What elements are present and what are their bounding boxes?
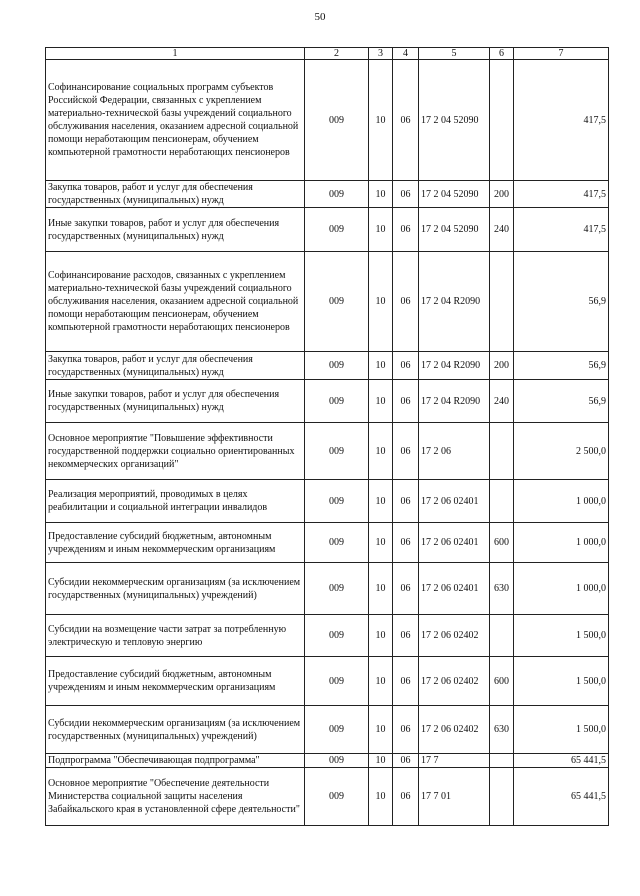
row-rz: 10 xyxy=(369,252,393,352)
table-row xyxy=(46,657,609,706)
row-name: Субсидии на возмещение части затрат за потребленную электрическую и тепловую энергию xyxy=(46,615,305,657)
row-vr xyxy=(490,754,514,768)
row-csr: 17 2 06 02402 xyxy=(419,706,490,754)
row-rz: 10 xyxy=(369,208,393,252)
row-name: Основное мероприятие "Обеспечение деятельности Министерства социальной защиты населения Забайкальского края в установленной сфере деятельности" xyxy=(46,768,305,826)
row-vr: 240 xyxy=(490,380,514,423)
row-csr: 17 2 06 02401 xyxy=(419,480,490,523)
table-row xyxy=(46,352,609,380)
row-grbs: 009 xyxy=(305,60,369,181)
header-col-4: 4 xyxy=(393,48,419,60)
row-vr: 630 xyxy=(490,563,514,615)
row-name: Закупка товаров, работ и услуг для обеспечения государственных (муниципальных) нужд xyxy=(46,352,305,380)
row-pr: 06 xyxy=(393,60,419,181)
row-vr xyxy=(490,480,514,523)
row-pr: 06 xyxy=(393,657,419,706)
row-sum: 2 500,0 xyxy=(514,423,609,480)
header-col-6: 6 xyxy=(490,48,514,60)
row-pr: 06 xyxy=(393,380,419,423)
row-vr: 240 xyxy=(490,208,514,252)
row-csr: 17 2 04 52090 xyxy=(419,60,490,181)
row-vr xyxy=(490,252,514,352)
table-row xyxy=(46,615,609,657)
row-rz: 10 xyxy=(369,657,393,706)
row-grbs: 009 xyxy=(305,657,369,706)
row-pr: 06 xyxy=(393,615,419,657)
row-rz: 10 xyxy=(369,352,393,380)
table-row xyxy=(46,563,609,615)
row-name: Закупка товаров, работ и услуг для обеспечения государственных (муниципальных) нужд xyxy=(46,181,305,208)
row-sum: 56,9 xyxy=(514,380,609,423)
row-rz: 10 xyxy=(369,380,393,423)
row-rz: 10 xyxy=(369,523,393,563)
row-sum: 1 000,0 xyxy=(514,480,609,523)
table-row xyxy=(46,480,609,523)
row-name: Предоставление субсидий бюджетным, автономным учреждениям и иным некоммерческим организациям xyxy=(46,657,305,706)
row-name: Софинансирование расходов, связанных с укреплением материально-технической базы учреждений социального обслуживания населения, оказанием адресной социальной помощи неработающим пенсионерам, обучением компьютерной грамотности неработающих пенсионеров xyxy=(46,252,305,352)
row-csr: 17 2 06 02402 xyxy=(419,615,490,657)
header-col-5: 5 xyxy=(419,48,490,60)
row-vr: 200 xyxy=(490,181,514,208)
row-csr: 17 2 06 02401 xyxy=(419,523,490,563)
row-pr: 06 xyxy=(393,352,419,380)
row-pr: 06 xyxy=(393,754,419,768)
table-row xyxy=(46,208,609,252)
row-rz: 10 xyxy=(369,768,393,826)
row-rz: 10 xyxy=(369,754,393,768)
row-sum: 417,5 xyxy=(514,181,609,208)
row-rz: 10 xyxy=(369,60,393,181)
row-vr xyxy=(490,768,514,826)
header-row xyxy=(46,48,609,60)
row-csr: 17 2 04 52090 xyxy=(419,181,490,208)
row-pr: 06 xyxy=(393,181,419,208)
row-rz: 10 xyxy=(369,615,393,657)
row-sum: 1 500,0 xyxy=(514,615,609,657)
row-name: Предоставление субсидий бюджетным, автономным учреждениям и иным некоммерческим организациям xyxy=(46,523,305,563)
row-grbs: 009 xyxy=(305,208,369,252)
row-vr xyxy=(490,60,514,181)
row-csr: 17 2 04 52090 xyxy=(419,208,490,252)
row-rz: 10 xyxy=(369,563,393,615)
row-csr: 17 2 06 xyxy=(419,423,490,480)
row-pr: 06 xyxy=(393,480,419,523)
row-name: Реализация мероприятий, проводимых в целях реабилитации и социальной интеграции инвалидов xyxy=(46,480,305,523)
row-grbs: 009 xyxy=(305,523,369,563)
row-rz: 10 xyxy=(369,706,393,754)
row-pr: 06 xyxy=(393,706,419,754)
row-rz: 10 xyxy=(369,423,393,480)
row-rz: 10 xyxy=(369,480,393,523)
row-grbs: 009 xyxy=(305,423,369,480)
row-pr: 06 xyxy=(393,563,419,615)
row-vr: 200 xyxy=(490,352,514,380)
budget-table xyxy=(45,47,609,826)
row-vr xyxy=(490,615,514,657)
row-sum: 56,9 xyxy=(514,352,609,380)
row-grbs: 009 xyxy=(305,563,369,615)
row-grbs: 009 xyxy=(305,754,369,768)
row-vr: 600 xyxy=(490,657,514,706)
row-name: Субсидии некоммерческим организациям (за исключением государственных (муниципальных) учреждений) xyxy=(46,563,305,615)
header-col-7: 7 xyxy=(514,48,609,60)
row-sum: 417,5 xyxy=(514,60,609,181)
row-pr: 06 xyxy=(393,768,419,826)
row-sum: 417,5 xyxy=(514,208,609,252)
row-sum: 56,9 xyxy=(514,252,609,352)
row-rz: 10 xyxy=(369,181,393,208)
row-csr: 17 7 xyxy=(419,754,490,768)
row-grbs: 009 xyxy=(305,480,369,523)
row-name: Иные закупки товаров, работ и услуг для обеспечения государственных (муниципальных) нужд xyxy=(46,380,305,423)
table-row xyxy=(46,706,609,754)
row-pr: 06 xyxy=(393,423,419,480)
row-grbs: 009 xyxy=(305,181,369,208)
row-csr: 17 2 04 R2090 xyxy=(419,352,490,380)
row-sum: 1 500,0 xyxy=(514,706,609,754)
row-csr: 17 2 06 02401 xyxy=(419,563,490,615)
row-csr: 17 7 01 xyxy=(419,768,490,826)
row-grbs: 009 xyxy=(305,380,369,423)
row-pr: 06 xyxy=(393,208,419,252)
table-row xyxy=(46,181,609,208)
row-vr: 630 xyxy=(490,706,514,754)
page-number: 50 xyxy=(314,11,326,23)
row-sum: 1 000,0 xyxy=(514,523,609,563)
row-sum: 65 441,5 xyxy=(514,768,609,826)
table-row xyxy=(46,380,609,423)
table-row xyxy=(46,252,609,352)
row-csr: 17 2 04 R2090 xyxy=(419,252,490,352)
row-grbs: 009 xyxy=(305,352,369,380)
header-col-1: 1 xyxy=(46,48,305,60)
row-name: Иные закупки товаров, работ и услуг для обеспечения государственных (муниципальных) нужд xyxy=(46,208,305,252)
row-grbs: 009 xyxy=(305,252,369,352)
header-col-2: 2 xyxy=(305,48,369,60)
row-csr: 17 2 04 R2090 xyxy=(419,380,490,423)
table-row xyxy=(46,60,609,181)
row-sum: 65 441,5 xyxy=(514,754,609,768)
row-pr: 06 xyxy=(393,523,419,563)
row-sum: 1 000,0 xyxy=(514,563,609,615)
header-col-3: 3 xyxy=(369,48,393,60)
row-csr: 17 2 06 02402 xyxy=(419,657,490,706)
row-pr: 06 xyxy=(393,252,419,352)
row-sum: 1 500,0 xyxy=(514,657,609,706)
row-name: Основное мероприятие "Повышение эффективности государственной поддержки социально ориентированных некоммерческих организаций" xyxy=(46,423,305,480)
row-name: Софинансирование социальных программ субъектов Российской Федерации, связанных с укреплением материально-технической базы учреждений социального обслуживания населения, оказанием адресной социальной помощи неработающим пенсионерам, обучением компьютерной грамотности неработающих пенсионеров xyxy=(46,60,305,181)
row-name: Субсидии некоммерческим организациям (за исключением государственных (муниципальных) учреждений) xyxy=(46,706,305,754)
table-row xyxy=(46,423,609,480)
row-grbs: 009 xyxy=(305,615,369,657)
row-vr: 600 xyxy=(490,523,514,563)
row-grbs: 009 xyxy=(305,768,369,826)
table-row xyxy=(46,754,609,768)
table-row xyxy=(46,768,609,826)
row-vr xyxy=(490,423,514,480)
row-name: Подпрограмма "Обеспечивающая подпрограмма" xyxy=(46,754,305,768)
table-row xyxy=(46,523,609,563)
row-grbs: 009 xyxy=(305,706,369,754)
